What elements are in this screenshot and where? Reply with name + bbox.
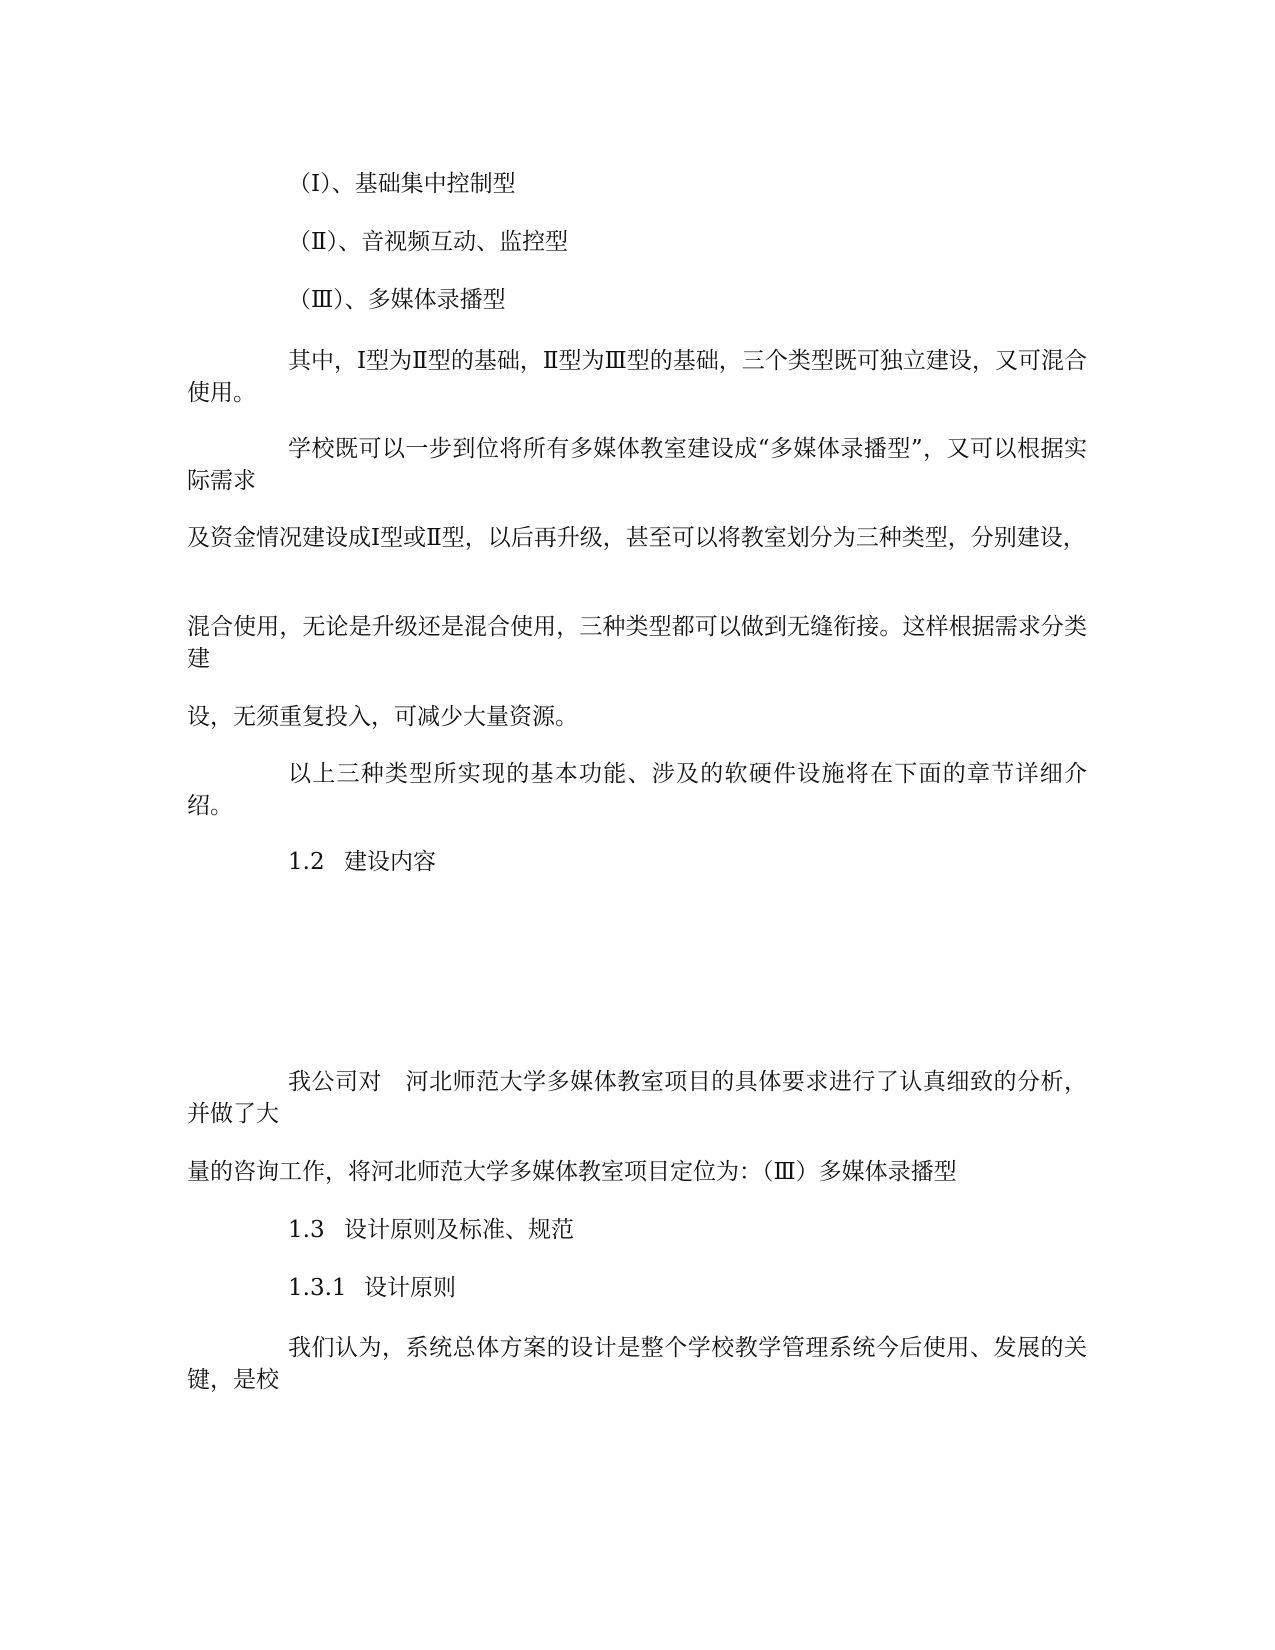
paragraph-type-relation: 其中，Ⅰ型为Ⅱ型的基础，Ⅱ型为Ⅲ型的基础，三个类型既可独立建设，又可混合使用。 (187, 348, 1087, 406)
paragraph-company-analysis-cont: 量的咨询工作，将河北师范大学多媒体教室项目定位为：（Ⅲ）多媒体录播型 (187, 1159, 957, 1185)
paragraph-design-principle: 我们认为，系统总体方案的设计是整个学校教学管理系统今后使用、发展的关键，是校 (187, 1335, 1087, 1393)
section-title: 设计原则 (364, 1275, 456, 1301)
section-number: 1.3.1 (288, 1275, 347, 1301)
type-item-2: （Ⅱ）、音视频互动、监控型 (288, 229, 569, 255)
paragraph-build-options-cont-1: 及资金情况建设成Ⅰ型或Ⅱ型，以后再升级，甚至可以将教室划分为三种类型，分别建设， (187, 525, 1086, 551)
paragraph-build-options-cont-2: 混合使用，无论是升级还是混合使用，三种类型都可以做到无缝衔接。这样根据需求分类建 (187, 614, 1087, 672)
type-item-3: （Ⅲ）、多媒体录播型 (288, 287, 506, 313)
section-title: 设计原则及标准、规范 (344, 1217, 574, 1243)
paragraph-build-options: 学校既可以一步到位将所有多媒体教室建设成“多媒体录播型”，又可以根据实际需求 (187, 436, 1087, 494)
section-title: 建设内容 (344, 849, 436, 875)
section-number: 1.3 (288, 1217, 325, 1243)
section-heading-1-3 (288, 1214, 1188, 1247)
paragraph-functions-intro: 以上三种类型所实现的基本功能、涉及的软硬件设施将在下面的章节详细介绍。 (187, 761, 1087, 819)
paragraph-build-options-cont-3: 设，无须重复投入，可减少大量资源。 (187, 704, 578, 730)
section-heading-1-3-1 (288, 1272, 1188, 1305)
section-heading-1-2 (288, 846, 1188, 879)
section-number: 1.2 (288, 849, 325, 875)
type-item-1: （Ⅰ）、基础集中控制型 (288, 171, 516, 197)
paragraph-company-analysis: 我公司对 河北师范大学多媒体教室项目的具体要求进行了认真细致的分析，并做了大 (187, 1069, 1087, 1127)
